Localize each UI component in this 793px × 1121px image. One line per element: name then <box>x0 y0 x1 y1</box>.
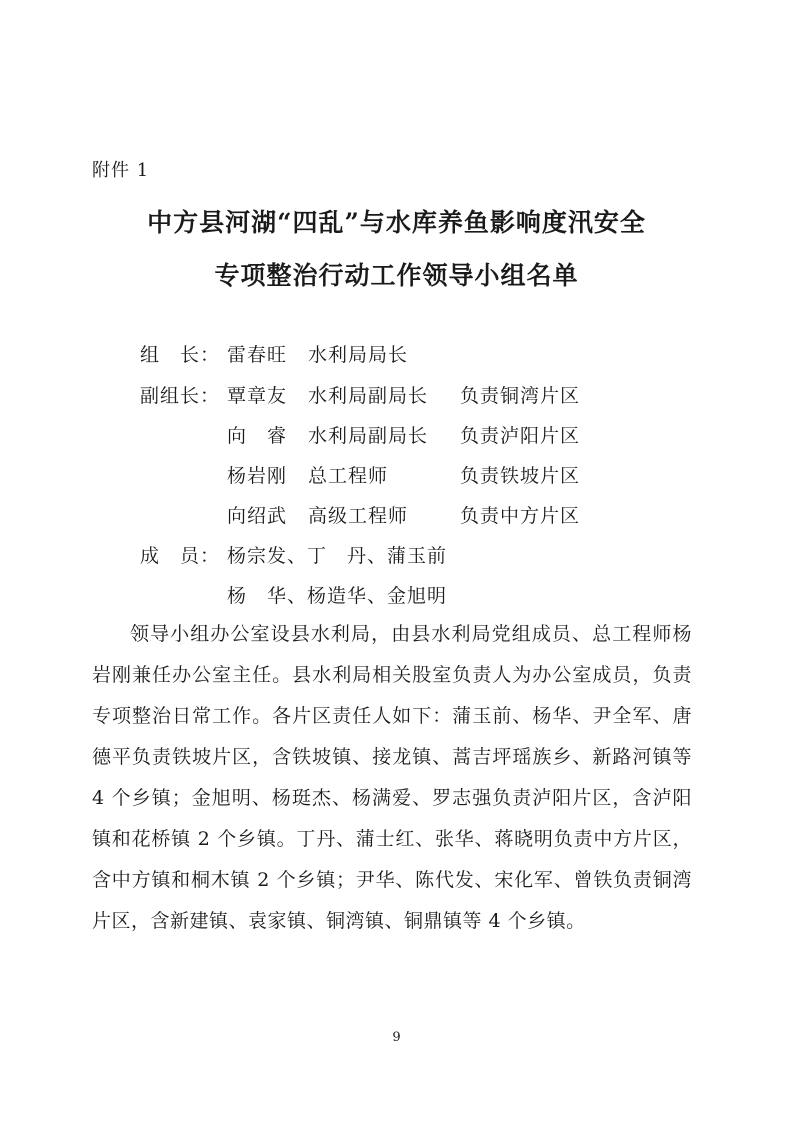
document-title-line2: 专项整治行动工作领导小组名单 <box>214 261 579 290</box>
members-line1: 杨宗发、丁 丹、蒲玉前 <box>227 545 448 567</box>
leader-name: 雷春旺 <box>227 344 288 366</box>
body-paragraph: 领导小组办公室设县水利局，由县水利局党组成员、总工程师杨岩刚兼任办公室主任。县水利局相关股室负责人为办公室成员，负责专项整治日常工作。各片区责任人如下：蒲玉前、杨华、尹全军、唐德平负责铁坡片区，含铁坡镇、接龙镇、蒿吉坪瑶族乡、新路河镇等 4 个乡镇；金旭明、杨珽杰、杨满爱、罗志强负责泸阳片区，含泸阳镇和花桥镇 2 个乡镇。丁丹、蒲士红、张华、蒋晓明负责中方片区，含中方镇和桐木镇 2 个乡镇；尹华、陈代发、宋化军、曾铁负责铜湾片区，含新建镇、袁家镇、铜湾镇、铜鼎镇等 4 个乡镇。 <box>92 623 692 932</box>
deputy-name: 向 睿 <box>227 425 288 447</box>
page-number: 9 <box>392 1030 401 1045</box>
members-label: 成 员： <box>140 545 221 567</box>
deputy-responsibility: 负责铁坡片区 <box>460 465 581 487</box>
deputy-name: 覃章友 <box>227 385 288 407</box>
deputy-responsibility: 负责铜湾片区 <box>460 385 581 407</box>
leader-label: 组 长： <box>140 344 221 366</box>
members-line2: 杨 华、杨造华、金旭明 <box>227 585 448 607</box>
attachment-label: 附件 1 <box>92 160 150 181</box>
deputy-name: 向绍武 <box>227 505 288 527</box>
deputy-position: 水利局副局长 <box>308 385 429 407</box>
deputy-responsibility: 负责泸阳片区 <box>460 425 581 447</box>
deputy-label: 副组长： <box>140 385 221 407</box>
deputy-position: 高级工程师 <box>308 505 409 527</box>
deputy-position: 水利局副局长 <box>308 425 429 447</box>
leader-position: 水利局局长 <box>308 344 409 366</box>
deputy-name: 杨岩刚 <box>227 465 288 487</box>
deputy-responsibility: 负责中方片区 <box>460 505 581 527</box>
deputy-position: 总工程师 <box>308 465 389 487</box>
document-title-line1: 中方县河湖“四乱”与水库养鱼影响度汛安全 <box>147 208 646 237</box>
